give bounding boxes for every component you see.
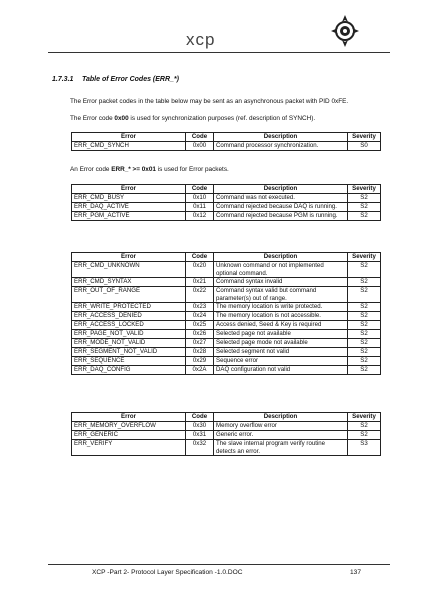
error-name-cell: ERR_WRITE_PROTECTED [72,303,186,312]
description-cell: Command syntax valid but command parameter(s) out of range. [214,287,348,303]
description-cell: The slave internal program verify routine detects an error. [214,440,348,456]
description-cell: Memory overflow error [214,422,348,431]
intro-paragraph: The Error packet codes in the table below may be sent as an asynchronous packet with PID 0xFE. [70,98,349,105]
severity-cell: S2 [348,330,381,339]
table-header-row [72,253,381,262]
column-header: Error [72,413,186,422]
column-header: Severity [348,133,381,142]
severity-cell: S2 [348,262,381,278]
column-header: Error [72,253,186,262]
error-code-cell: 0x25 [186,321,214,330]
error-name-cell: ERR_MEMORY_OVERFLOW [72,422,186,431]
severity-cell: S2 [348,212,381,221]
xcp-logo: xcp [186,30,216,49]
severity-cell: S2 [348,357,381,366]
severity-cell: S2 [348,339,381,348]
error-code-cell: 0x21 [186,278,214,287]
error-code-cell: 0x26 [186,330,214,339]
severity-cell: S2 [348,366,381,375]
table-row [72,339,381,348]
column-header: Code [186,413,214,422]
table-row [72,142,381,151]
description-cell: Command rejected because DAQ is running. [214,203,348,212]
severity-cell: S2 [348,194,381,203]
error-code-cell: 0x31 [186,431,214,440]
table-row [72,194,381,203]
error-code-cell: 0x2A [186,366,214,375]
description-cell: Access denied, Seed & Key is required [214,321,348,330]
description-cell: Command rejected because PGM is running. [214,212,348,221]
error-code-cell: 0x28 [186,348,214,357]
error-name-cell: ERR_DAQ_ACTIVE [72,203,186,212]
error-name-cell: ERR_ACCESS_DENIED [72,312,186,321]
footer-document-title: XCP -Part 2- Protocol Layer Specification -1.0.DOC [92,569,243,576]
table-header-row [72,133,381,142]
description-cell: Selected segment not valid [214,348,348,357]
table-header-row [72,413,381,422]
error-code-cell: 0x10 [186,194,214,203]
error-name-cell: ERR_GENERIC [72,431,186,440]
description-cell: Selected page mode not available [214,339,348,348]
section-heading [52,76,179,83]
severity-cell: S2 [348,203,381,212]
table-row [72,357,381,366]
error-name-cell: ERR_CMD_SYNTAX [72,278,186,287]
error-table-sync [71,132,381,151]
error-name-cell: ERR_OUT_OF_RANGE [72,287,186,303]
section-title: Table of Error Codes (ERR_*) [82,76,179,83]
description-cell: DAQ configuration not valid [214,366,348,375]
table-row [72,440,381,456]
severity-cell: S2 [348,348,381,357]
table-header-row [72,185,381,194]
column-header: Description [214,253,348,262]
severity-cell: S2 [348,312,381,321]
error-table-busy [71,184,381,221]
footer-rule [48,564,390,565]
column-header: Code [186,253,214,262]
error-table-resource [71,412,381,456]
column-header: Code [186,133,214,142]
severity-cell: S2 [348,431,381,440]
description-cell: The memory location is write protected. [214,303,348,312]
table-row [72,321,381,330]
error-code-cell: 0x29 [186,357,214,366]
severity-cell: S2 [348,303,381,312]
error-code-cell: 0x20 [186,262,214,278]
error-name-cell: ERR_DAQ_CONFIG [72,366,186,375]
section-number: 1.7.3.1 [52,76,74,83]
severity-cell: S2 [348,278,381,287]
severity-cell: S3 [348,440,381,456]
table-row [72,262,381,278]
error-code-range: ERR_* >= 0x01 [111,166,156,173]
column-header: Description [214,133,348,142]
table-row [72,303,381,312]
error-name-cell: ERR_PAGE_NOT_VALID [72,330,186,339]
table-row [72,203,381,212]
severity-cell: S2 [348,321,381,330]
error-code-cell: 0x27 [186,339,214,348]
error-name-cell: ERR_SEQUENCE [72,357,186,366]
column-header: Code [186,185,214,194]
description-cell: The memory location is not accessible. [214,312,348,321]
error-code-cell: 0x22 [186,287,214,303]
error-name-cell: ERR_MODE_NOT_VALID [72,339,186,348]
column-header: Error [72,133,186,142]
column-header: Severity [348,413,381,422]
error-name-cell: ERR_CMD_SYNCH [72,142,186,151]
description-cell: Selected page not available [214,330,348,339]
error-code-cell: 0x24 [186,312,214,321]
severity-cell: S2 [348,422,381,431]
column-header: Description [214,185,348,194]
error-code-cell: 0x00 [186,142,214,151]
table-row [72,431,381,440]
compass-emblem-icon [330,14,360,48]
table-row [72,366,381,375]
severity-cell: S0 [348,142,381,151]
error-paragraph: An Error code ERR_* >= 0x01 is used for Error packets. [70,166,229,173]
description-cell: Command processor synchronization. [214,142,348,151]
header-rule [48,52,390,53]
severity-cell: S2 [348,287,381,303]
column-header: Severity [348,185,381,194]
error-name-cell: ERR_ACCESS_LOCKED [72,321,186,330]
table-row [72,312,381,321]
column-header: Description [214,413,348,422]
error-name-cell: ERR_PGM_ACTIVE [72,212,186,221]
description-cell: Command syntax invalid [214,278,348,287]
description-cell: Generic error. [214,431,348,440]
error-name-cell: ERR_VERIFY [72,440,186,456]
error-name-cell: ERR_CMD_UNKNOWN [72,262,186,278]
column-header: Severity [348,253,381,262]
error-code-cell: 0x23 [186,303,214,312]
table-row [72,422,381,431]
error-name-cell: ERR_CMD_BUSY [72,194,186,203]
table-row [72,278,381,287]
page-number: 137 [350,569,362,576]
error-table-command [71,252,381,375]
column-header: Error [72,185,186,194]
error-code-cell: 0x32 [186,440,214,456]
error-code-cell: 0x30 [186,422,214,431]
description-cell: Command was not executed. [214,194,348,203]
sync-code: 0x00 [114,115,129,122]
table-row [72,287,381,303]
sync-paragraph: The Error code 0x00 is used for synchronization purposes (ref. description of SYNCH). [70,115,316,122]
error-code-cell: 0x12 [186,212,214,221]
table-row [72,330,381,339]
error-name-cell: ERR_SEGMENT_NOT_VALID [72,348,186,357]
description-cell: Unknown command or not implemented optional command. [214,262,348,278]
description-cell: Sequence error [214,357,348,366]
table-row [72,348,381,357]
error-code-cell: 0x11 [186,203,214,212]
table-row [72,212,381,221]
